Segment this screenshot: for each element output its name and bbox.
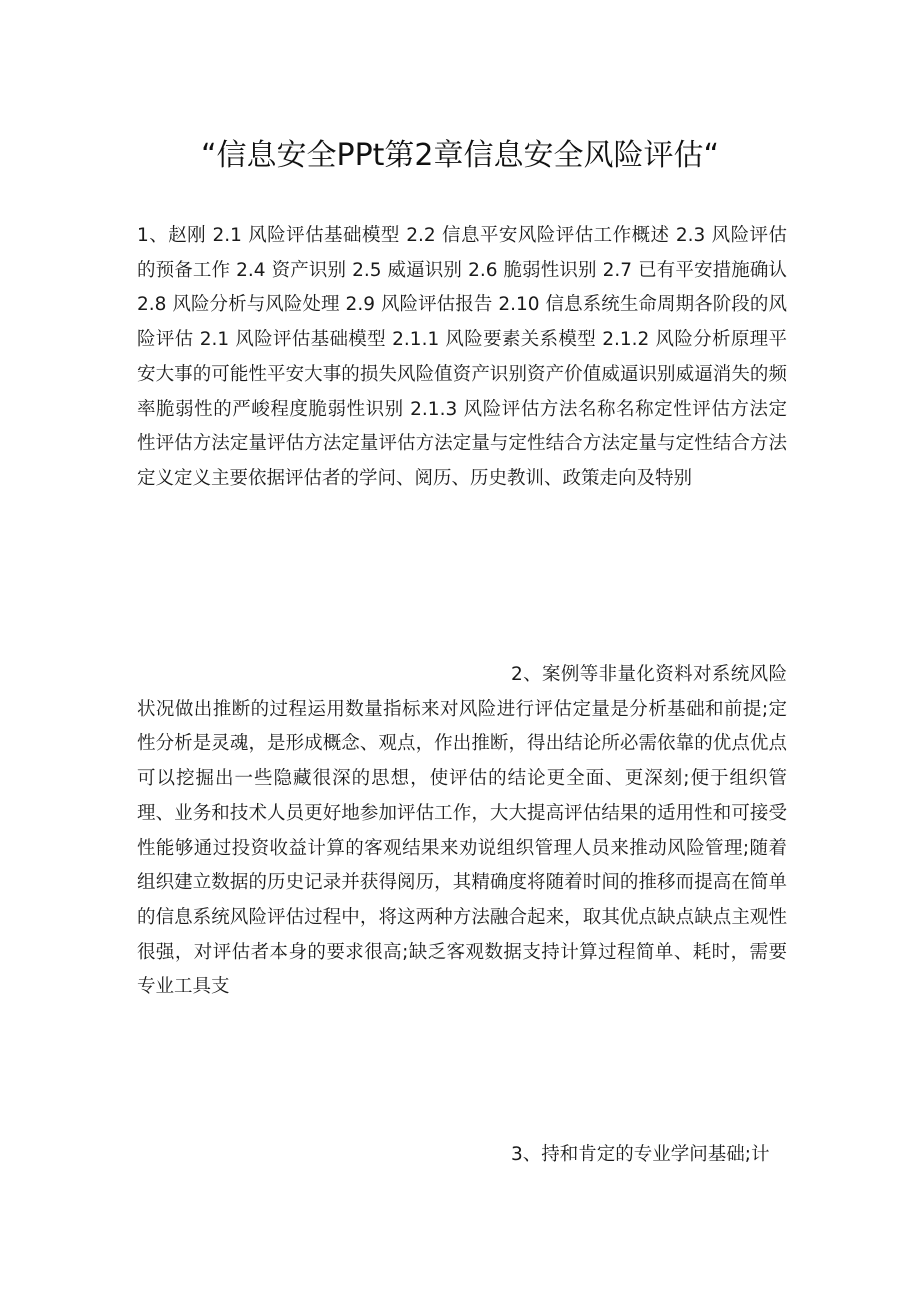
paragraph-2: 2、案例等非量化资料对系统风险状况做出推断的过程运用数量指标来对风险进行评估定量是分析基础和前提;定性分析是灵魂，是形成概念、观点，作出推断，得出结论所必需依靠的优点优点可以挖掘出一些隐藏很深的思想，使评估的结论更全面、更深刻;便于组织管理、业务和技术人员更好地参加评估工作，大大提高评估结果的适用性和可接受性能够通过投资收益计算的客观结果来劝说组织管理人员来推动风险管理;随着组织建立数据的历史记录并获得阅历，其精确度将随着时间的推移而提高在简单的信息系统风险评估过程中，将这两种方法融合起来，取其优点缺点缺点主观性很强，对评估者本身的要求很高;缺乏客观数据支持计算过程简单、耗时，需要专业工具支: [137, 664, 787, 998]
document-title: “信息安全PPt第2章信息安全风险评估“: [200, 138, 720, 173]
paragraph-3: 3、持和肯定的专业学问基础;计: [511, 1144, 770, 1165]
paragraph-1: 1、赵刚 2.1 风险评估基础模型 2.2 信息平安风险评估工作概述 2.3 风险评估的预备工作 2.4 资产识别 2.5 威逼识别 2.6 脆弱性识别 2.7 已有平安措施确认 2.8 风险分析与风险处理 2.9 风险评估报告 2.10 信息系统生命周期各阶段的风险评估 2.1 风险评估基础模型 2.1.1 风险要素关系模型 2.1.2 风险分析原理平安大事的可能性平安大事的损失风险值资产识别资产价值威逼识别威逼消失的频率脆弱性的严峻程度脆弱性识别 2.1.3 风险评估方法名称名称定性评估方法定性评估方法定量评估方法定量评估方法定量与定性结合方法定量与定性结合方法定义定义主要依据评估者的学问、阅历、历史教训、政策走向及特别: [137, 225, 787, 489]
